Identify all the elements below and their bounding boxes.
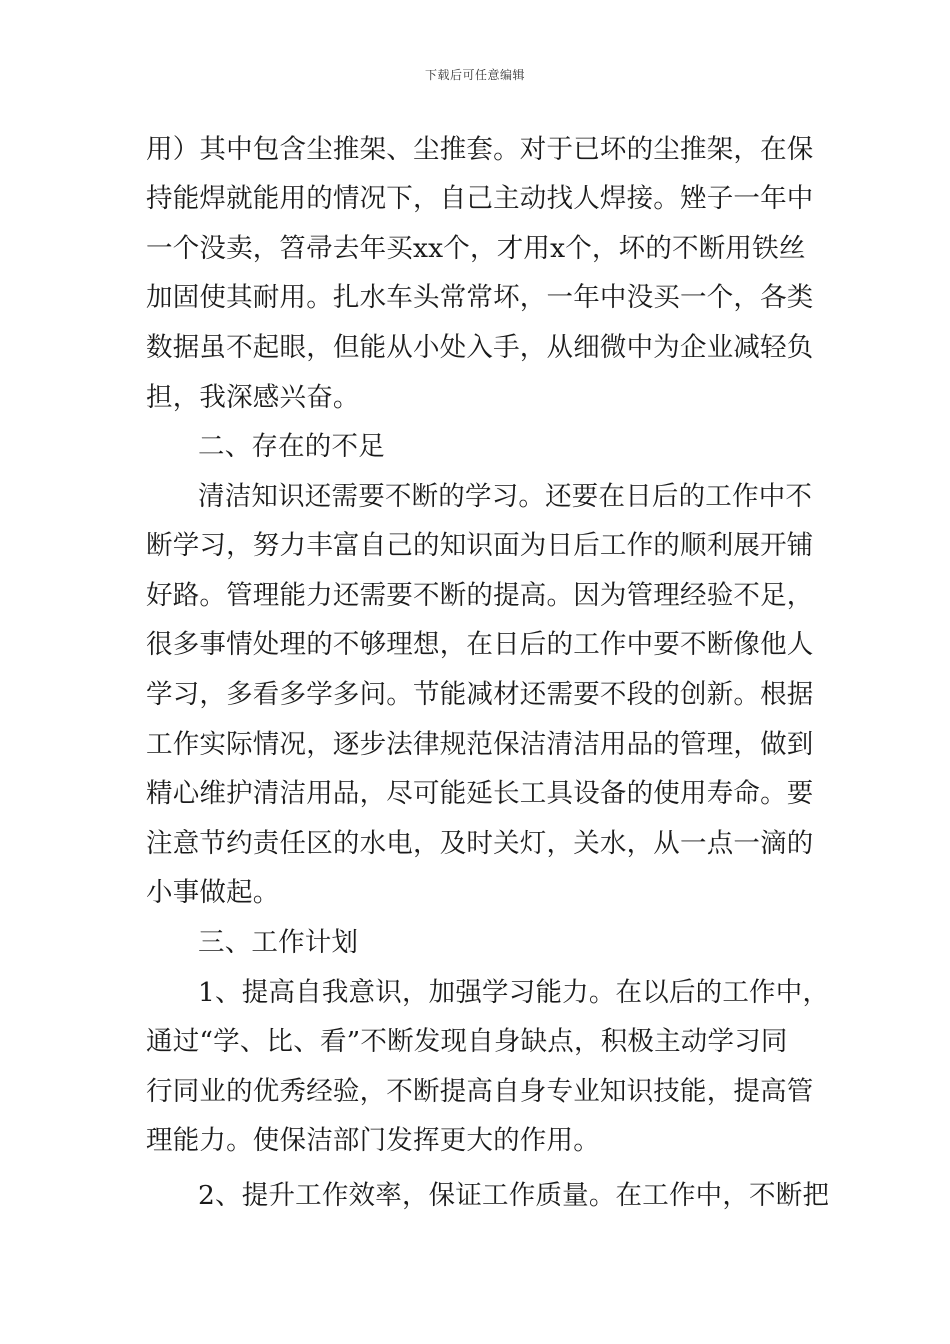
text-line: 注意节约责任区的水电，及时关灯，关水，从一点一滴的 — [146, 828, 814, 859]
text-line: 理能力。使保洁部门发挥更大的作用。 — [146, 1125, 600, 1156]
text-line: 一个没卖，笤帚去年买xx个，才用x个，坏的不断用铁丝 — [146, 233, 806, 264]
section-heading: 三、工作计划 — [198, 927, 359, 958]
text-line: 1、提高自我意识，加强学习能力。在以后的工作中， — [198, 977, 830, 1008]
text-line: 很多事情处理的不够理想，在日后的工作中要不断像他人 — [146, 629, 814, 660]
text-line: 持能焊就能用的情况下，自己主动找人焊接。矬子一年中 — [146, 183, 814, 214]
text-line: 工作实际情况，逐步法律规范保洁清洁用品的管理，做到 — [146, 729, 814, 760]
text-line: 行同业的优秀经验，不断提高自身专业知识技能，提高管 — [146, 1076, 814, 1107]
text-line: 精心维护清洁用品，尽可能延长工具设备的使用寿命。要 — [146, 778, 814, 809]
text-line: 通过“学、比、看”不断发现自身缺点，积极主动学习同 — [146, 1026, 788, 1057]
text-line: 学习，多看多学多问。节能减材还需要不段的创新。根据 — [146, 679, 814, 710]
text-line: 断学习，努力丰富自己的知识面为日后工作的顺利展开铺 — [146, 530, 814, 561]
text-line: 清洁知识还需要不断的学习。还要在日后的工作中不 — [198, 481, 813, 512]
section-heading: 二、存在的不足 — [198, 431, 385, 462]
text-line: 加固使其耐用。扎水车头常常坏，一年中没买一个，各类 — [146, 282, 814, 313]
text-line: 小事做起。 — [146, 877, 280, 908]
text-line: 好路。管理能力还需要不断的提高。因为管理经验不足， — [146, 580, 814, 611]
text-line: 用）其中包含尘推架、尘推套。对于已坏的尘推架，在保 — [146, 134, 814, 165]
page-header: 下载后可任意编辑 — [424, 68, 525, 82]
text-line: 数据虽不起眼，但能从小处入手，从细微中为企业减轻负 — [146, 332, 814, 363]
text-line: 担，我深感兴奋。 — [146, 382, 360, 413]
text-line: 2、提升工作效率，保证工作质量。在工作中，不断把 — [198, 1180, 830, 1211]
